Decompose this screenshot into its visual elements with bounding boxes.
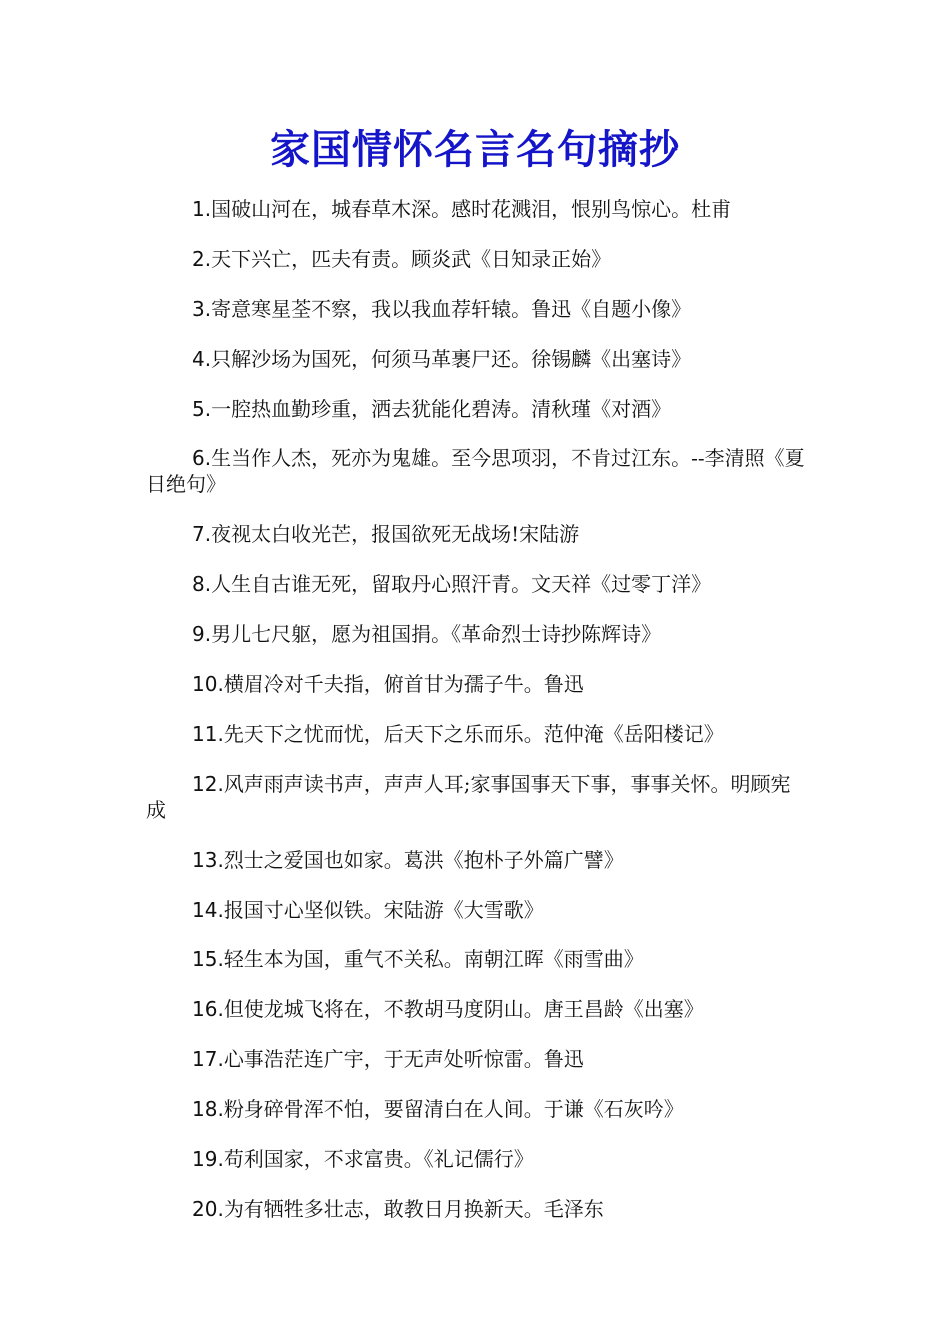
- quote-item: [146, 771, 810, 823]
- quote-text: 轻生本为国，重气不关私。南朝江晖《雨雪曲》: [223, 947, 644, 972]
- quote-number: 11.: [192, 721, 224, 746]
- quote-text: 天下兴亡，匹夫有责。顾炎武《日知录正始》: [211, 246, 612, 271]
- quote-text: 烈士之爱国也如家。葛洪《抱朴子外篇广譬》: [223, 847, 624, 872]
- quote-text: 风声雨声读书声，声声人耳;家事国事天下事，事事关怀。明顾宪成: [146, 771, 791, 822]
- quote-text: 夜视太白收光芒，报国欲死无战场!宋陆游: [211, 522, 580, 547]
- quote-number: 5.: [192, 396, 212, 421]
- quote-item: [146, 1096, 810, 1122]
- quote-text: 但使龙城飞将在，不教胡马度阴山。唐王昌龄《出塞》: [223, 997, 704, 1022]
- quote-item: [146, 1196, 810, 1222]
- quote-item: [146, 847, 810, 873]
- quote-item: [146, 521, 810, 547]
- document-title: 家国情怀名言名句摘抄: [270, 126, 680, 173]
- quote-item: [146, 996, 810, 1022]
- quote-text: 生当作人杰，死亦为鬼雄。至今思项羽，不肯过江东。--李清照《夏日绝句》: [146, 446, 805, 497]
- quote-text: 男儿七尺躯，愿为祖国捐。《革命烈士诗抄陈辉诗》: [211, 622, 662, 647]
- quote-item: [146, 571, 810, 597]
- quote-number: 16.: [192, 997, 224, 1022]
- quote-text: 人生自古谁无死，留取丹心照汗青。文天祥《过零丁洋》: [211, 572, 712, 597]
- quote-item: [146, 946, 810, 972]
- quote-text: 寄意寒星荃不察，我以我血荐轩辕。鲁迅《自题小像》: [211, 296, 692, 321]
- quote-number: 9.: [192, 622, 212, 647]
- quote-number: 17.: [192, 1047, 224, 1072]
- quote-item: [146, 1146, 810, 1172]
- quote-item: [146, 1046, 810, 1072]
- quote-number: 20.: [192, 1196, 224, 1221]
- quote-number: 8.: [192, 572, 212, 597]
- quote-text: 粉身碎骨浑不怕，要留清白在人间。于谦《石灰吟》: [223, 1097, 684, 1122]
- quote-number: 3.: [192, 296, 212, 321]
- quote-number: 15.: [192, 947, 224, 972]
- quote-number: 2.: [192, 246, 212, 271]
- quote-text: 一腔热血勤珍重，洒去犹能化碧涛。清秋瑾《对酒》: [211, 396, 672, 421]
- quote-item: [146, 671, 810, 697]
- quote-text: 心事浩茫连广宇，于无声处听惊雷。鲁迅: [223, 1047, 584, 1072]
- quote-text: 为有牺牲多壮志，敢教日月换新天。毛泽东: [223, 1196, 604, 1221]
- quote-text: 苟利国家，不求富贵。《礼记儒行》: [223, 1147, 534, 1172]
- quote-text: 国破山河在，城春草木深。感时花溅泪，恨别鸟惊心。杜甫: [211, 197, 732, 221]
- quote-text: 只解沙场为国死，何须马革裹尸还。徐锡麟《出塞诗》: [211, 346, 692, 371]
- quote-item: [146, 296, 810, 322]
- quote-text: 横眉冷对千夫指，俯首甘为孺子牛。鲁迅: [223, 672, 584, 697]
- quote-number: 12.: [192, 771, 224, 796]
- quote-item: [146, 897, 810, 923]
- quote-number: 1.: [192, 197, 212, 221]
- quote-number: 10.: [192, 672, 224, 697]
- quote-item: [146, 445, 810, 497]
- quote-number: 4.: [192, 346, 212, 371]
- quote-number: 7.: [192, 522, 212, 547]
- quote-item: [146, 721, 810, 747]
- quote-item: [146, 246, 810, 272]
- quote-item: [146, 621, 810, 647]
- quote-item: [146, 346, 810, 372]
- quote-number: 19.: [192, 1147, 224, 1172]
- quote-item: [146, 396, 810, 422]
- quote-item: [146, 196, 810, 222]
- quote-number: 14.: [192, 897, 224, 922]
- quote-text: 先天下之忧而忧，后天下之乐而乐。范仲淹《岳阳楼记》: [223, 721, 724, 746]
- quote-text: 报国寸心坚似铁。宋陆游《大雪歌》: [223, 897, 544, 922]
- quote-list: [146, 196, 810, 1246]
- quote-number: 13.: [192, 847, 224, 872]
- quote-number: 6.: [192, 446, 212, 471]
- quote-number: 18.: [192, 1097, 224, 1122]
